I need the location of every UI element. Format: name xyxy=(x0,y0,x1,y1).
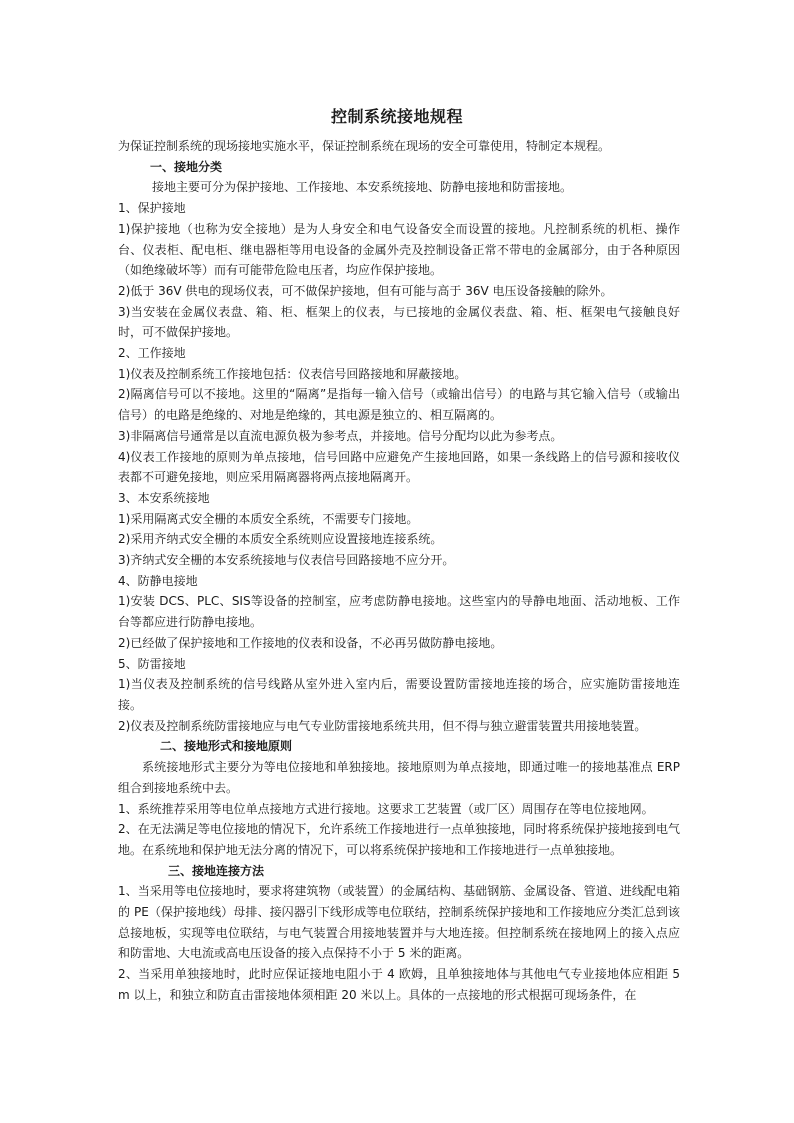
paragraph: 1)仪表及控制系统工作接地包括：仪表信号回路接地和屏蔽接地。 xyxy=(118,366,467,381)
paragraph: 3)非隔离信号通常是以直流电源负极为参考点，并接地。信号分配均以此为参考点。 xyxy=(118,428,563,443)
subsection-title: 1、保护接地 xyxy=(118,201,186,216)
subsection-title: 5、防雷接地 xyxy=(118,656,186,671)
section-heading-2: 二、接地形式和接地原则 xyxy=(160,739,293,754)
paragraph: 2、在无法满足等电位接地的情况下，允许系统工作接地进行一点单独接地，同时将系统保护接地接到电气地。在系统地和保护地无法分离的情况下，可以将系统保护接地和工作接地进行一点单独接地。 xyxy=(118,822,680,857)
section-heading-3: 三、接地连接方法 xyxy=(168,863,265,878)
paragraph: 1、系统推荐采用等电位单点接地方式进行接地。这要求工艺装置（或厂区）周围存在等电位接地网。 xyxy=(118,801,654,816)
subsection-title: 3、本安系统接地 xyxy=(118,490,210,505)
paragraph: 1)采用隔离式安全栅的本质安全系统，不需要专门接地。 xyxy=(118,511,419,526)
paragraph: 2)仪表及控制系统防雷接地应与电气专业防雷接地系统共用，但不得与独立避雷装置共用接地装置。 xyxy=(118,718,647,733)
paragraph: 2)低于 36V 供电的现场仪表，可不做保护接地，但有可能与高于 36V 电压设备接触的除外。 xyxy=(118,283,613,298)
paragraph: 2)采用齐纳式安全栅的本质安全系统则应设置接地连接系统。 xyxy=(118,532,443,547)
paragraph: 4)仪表工作接地的原则为单点接地，信号回路中应避免产生接地回路，如果一条线路上的信号源和接收仪表都不可避免接地，则应采用隔离器将两点接地隔离开。 xyxy=(118,449,680,485)
paragraph: 1)当仪表及控制系统的信号线路从室外进入室内后，需要设置防雷接地连接的场合，应实施防雷接地连接。 xyxy=(118,677,680,712)
paragraph: 1)保护接地（也称为安全接地）是为人身安全和电气设备安全而设置的接地。凡控制系统的机柜、操作台、仪表柜、配电柜、继电器柜等用电设备的金属外壳及控制设备正常不带电的金属部分，由于各种原因（如绝缘破坏等）而有可能带危险电压者，均应作保护接地。 xyxy=(118,221,680,278)
document-title: 控制系统接地规程 xyxy=(330,107,463,126)
paragraph: 3)当安装在金属仪表盘、箱、柜、框架上的仪表，与已接地的金属仪表盘、箱、柜、框架电气接触良好时，可不做保护接地。 xyxy=(118,304,680,340)
section-2-lead: 系统接地形式主要分为等电位接地和单独接地。接地原则为单点接地，即通过唯一的接地基准点 ERP 组合到接地系统中去。 xyxy=(118,760,680,795)
paragraph: 2)隔离信号可以不接地。这里的“隔离”是指每一输入信号（或输出信号）的电路与其它输入信号（或输出信号）的电路是绝缘的、对地是绝缘的，其电源是独立的、相互隔离的。 xyxy=(118,387,680,423)
intro-paragraph: 为保证控制系统的现场接地实施水平，保证控制系统在现场的安全可靠使用，特制定本规程。 xyxy=(118,139,611,153)
paragraph: 1)安装 DCS、PLC、SIS等设备的控制室，应考虑防静电接地。这些室内的导静电地面、活动地板、工作台等都应进行防静电接地。 xyxy=(118,594,680,630)
section-1-lead: 接地主要可分为保护接地、工作接地、本安系统接地、防静电接地和防雷接地。 xyxy=(152,180,573,195)
paragraph: 1、当采用等电位接地时，要求将建筑物（或装置）的金属结构、基础钢筋、金属设备、管道、进线配电箱的 PE（保护接地线）母排、接闪器引下线形成等电位联结，控制系统保护接地和工作接地应分类汇总到该总接地板，实现等电位联结，与电气装置合用接地装置并与大地连接。但控制系统在接地网上的接入点应和防雷地、大电流或高电压设备的接入点保持不小于 5 米的距离。 xyxy=(118,884,680,961)
subsection-title: 4、防静电接地 xyxy=(118,573,198,588)
subsection-title: 2、工作接地 xyxy=(118,346,186,361)
section-heading-1: 一、接地分类 xyxy=(150,159,223,174)
paragraph: 3)齐纳式安全栅的本安系统接地与仪表信号回路接地不应分开。 xyxy=(118,553,455,568)
paragraph: 2、当采用单独接地时，此时应保证接地电阻小于 4 欧姆，且单独接地体与其他电气专业接地体应相距 5m 以上，和独立和防直击雷接地体须相距 20 米以上。具体的一点接地的形式根据可现场条件，在 xyxy=(118,967,680,1002)
paragraph: 2)已经做了保护接地和工作接地的仪表和设备，不必再另做防静电接地。 xyxy=(118,635,503,650)
document-body xyxy=(118,136,680,1006)
